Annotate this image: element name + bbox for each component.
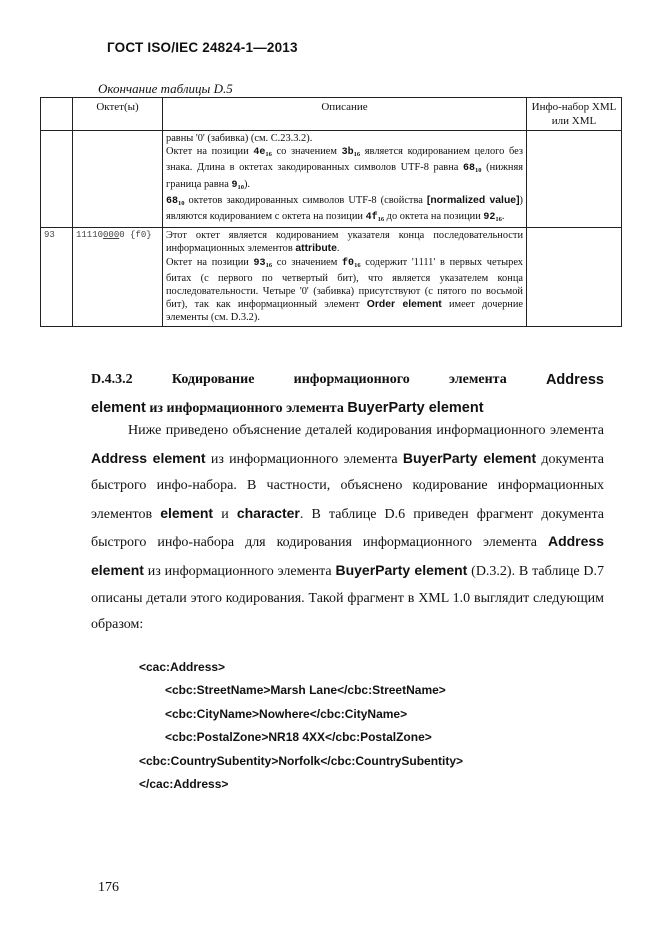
section-heading (91, 366, 604, 423)
keyword: BuyerParty element (402, 449, 537, 466)
heading-word: Кодирование (171, 372, 255, 387)
cell-empty (527, 131, 622, 228)
body-paragraph: Ниже приведено объяснение деталей кодирования информационного элемента Address element из информационного элемента BuyerParty element документа быстрого инфо-набора. В частности, объяснено кодирование информационных элементов element и character. В таблице D.6 приведен фрагмент документа быстрого инфо-набора для кодирования информационного элемента Address element из информационного элемента BuyerParty element (D.3.2). В таблице D.7 описаны детали этого кодирования. Такой фрагмент в XML 1.0 выглядит следующим образом: (91, 423, 604, 633)
keyword: character (236, 504, 300, 521)
octet-bits-cell: 111100000 {f0} (73, 228, 163, 326)
description-cell (163, 228, 527, 326)
xml-line: <cbc:CityName>Nowhere</cbc:CityName> (165, 706, 408, 721)
xml-line: <cbc:CountrySubentity>Norfolk</cbc:CountrySubentity> (139, 753, 464, 768)
page-number: 176 (98, 880, 119, 895)
keyword: BuyerParty element (335, 561, 468, 578)
col-infoset-header: Инфо-набор XML или XML (527, 98, 622, 131)
heading-keyword: BuyerParty element (347, 400, 484, 416)
table-row (41, 228, 622, 326)
col-description-header: Описание (163, 98, 527, 131)
desc-line: Октет на позиции $93_{16}$ со значением $f0_{16}$ содержит '1111' в первых четырех битах (с первого по четвертый бит), что является указателем конца последовательности. Четыре '0' (забивка) присутствуют (с пятого по восьмой бит), так как информационный элемент Order element имеет дочерние элементы (см. D.3.2). (166, 256, 523, 324)
cell-empty (527, 228, 622, 326)
xml-line: </cac:Address> (139, 777, 229, 792)
cell-empty (73, 131, 163, 228)
row-number-cell: 93 (41, 228, 73, 326)
table-caption: Окончание таблицы D.5 (98, 81, 233, 96)
xml-line: <cbc:PostalZone>NR18 4XX</cbc:PostalZone> (165, 730, 432, 745)
table-row (41, 131, 622, 228)
keyword: element (160, 504, 214, 521)
xml-line: <cac:Address> (139, 660, 226, 674)
desc-line: Октет на позиции $4e_{16}$ со значением $3b_{16}$ является кодированием целого без знака. Длина в октетах закодированных символов UTF-8 равна $68_{10}$ (нижняя граница равна $9_{10}$). (166, 146, 523, 191)
desc-line: Этот октет является кодированием указателя конца последовательности информационных элементов attribute. (166, 230, 523, 255)
desc-line: равны '0' (забивка) (см. С.23.3.2). (166, 133, 313, 144)
keyword: Address element (91, 533, 604, 578)
col-octets-header: Октет(ы) (73, 98, 163, 131)
xml-line: <cbc:StreetName>Marsh Lane</cbc:StreetName> (165, 683, 446, 698)
heading-keyword: Address (545, 372, 604, 388)
description-cell (163, 131, 527, 228)
heading-word: элемента (448, 372, 507, 387)
keyword: Address element (91, 449, 206, 466)
table-header-row (41, 98, 622, 131)
encoding-table (40, 97, 622, 327)
section-number: D.4.3.2 (91, 372, 133, 387)
document-header: ГОСТ ISO/IEC 24824-1—2013 (107, 40, 298, 55)
heading-word: информационного (293, 372, 410, 387)
heading-keyword: element (91, 400, 146, 416)
col-blank-header (41, 98, 73, 131)
xml-code-block (139, 656, 463, 796)
heading-text: из информационного элемента (145, 401, 348, 416)
cell-empty (41, 131, 73, 228)
desc-line: $68_{10}$ октетов закодированных символов UTF-8 (свойства [normalized value]) являются кодированием с октета на позиции $4f_{16}$ до октета на позиции $92_{16}$. (166, 194, 523, 224)
